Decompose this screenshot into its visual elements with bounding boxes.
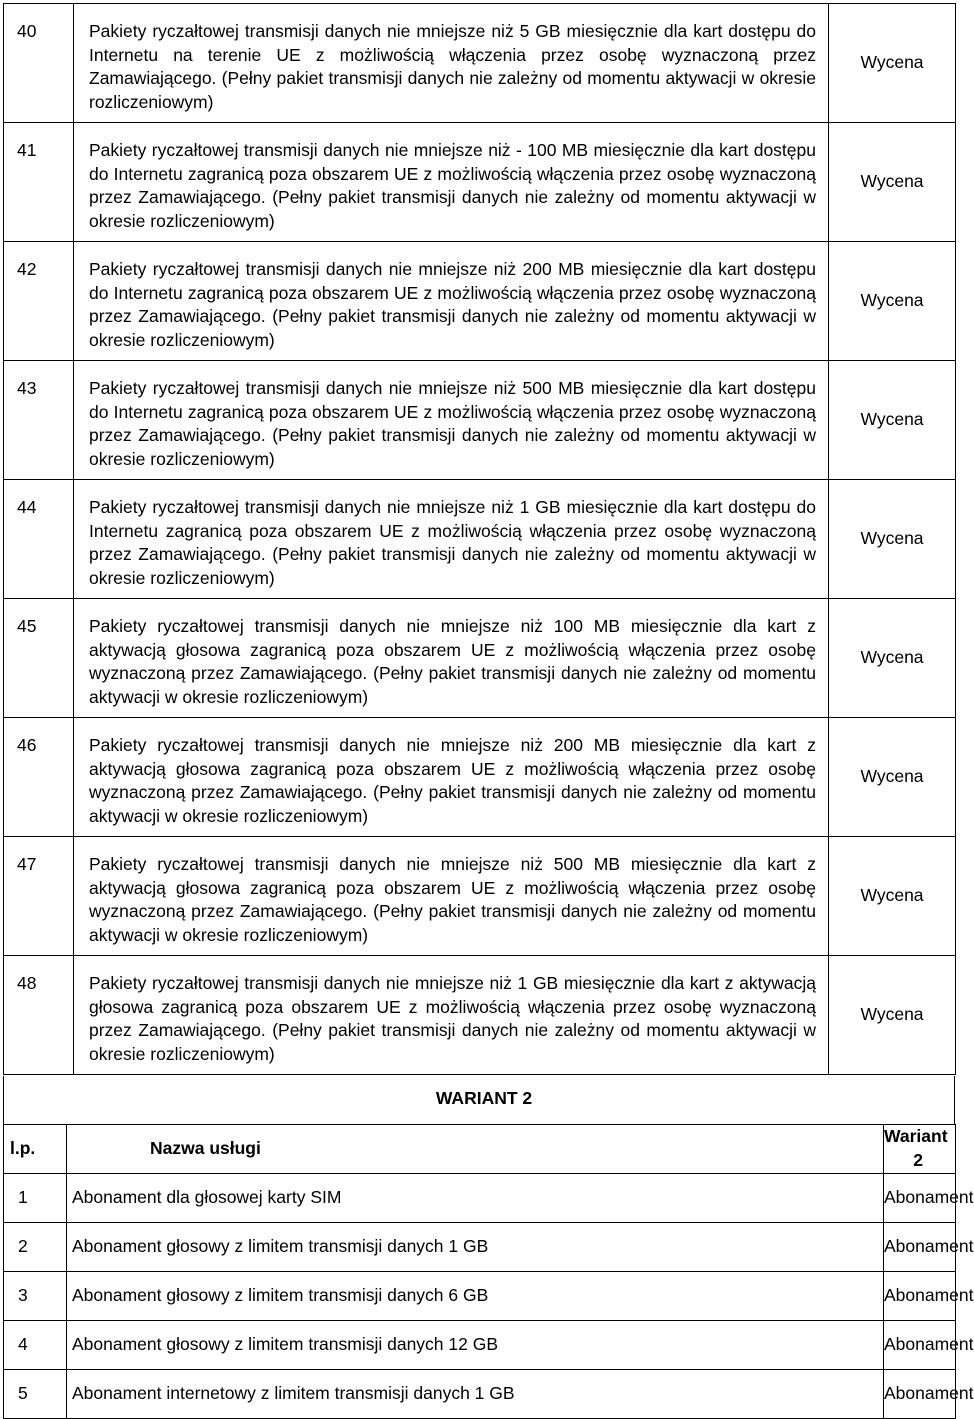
row-service-name: Abonament dla głosowej karty SIM [67,1174,884,1223]
row-value: Wycena [829,361,956,480]
row-value: Wycena [829,242,956,361]
row-service-name: Abonament głosowy z limitem transmisji danych 1 GB [67,1223,884,1272]
table-row [4,837,956,956]
table-row [4,361,956,480]
row-description: Pakiety ryczałtowej transmisji danych nie mniejsze niż 100 MB miesięcznie dla kart z aktywacją głosowa zagranicą poza obszarem UE z możliwością włączenia przez osobę wyznaczoną przez Zamawiającego. (Pełny pakiet transmisji danych nie zależny od momentu aktywacji w okresie rozliczeniowym) [74,599,829,718]
row-number: 5 [4,1370,67,1419]
row-number: 44 [4,480,74,599]
row-value: Wycena [829,123,956,242]
row-description: Pakiety ryczałtowej transmisji danych nie mniejsze niż - 100 MB miesięcznie dla kart dostępu do Internetu zagranicą poza obszarem UE z możliwością włączenia przez osobę wyznaczoną przez Zamawiającego. (Pełny pakiet transmisji danych nie zależny od momentu aktywacji w okresie rozliczeniowym) [74,123,829,242]
row-number: 48 [4,956,74,1075]
row-number: 1 [4,1174,67,1223]
header-variant: Wariant 2 [884,1125,956,1174]
row-value: Abonament [884,1272,956,1321]
table-row [4,718,956,837]
row-value: Wycena [829,718,956,837]
header-service-name: Nazwa usługi [67,1125,884,1174]
table-header-row [4,1125,956,1174]
row-value: Abonament [884,1174,956,1223]
table-row [4,1272,956,1321]
row-number: 40 [4,4,74,123]
row-service-name: Abonament internetowy z limitem transmisji danych 1 GB [67,1370,884,1419]
row-number: 47 [4,837,74,956]
row-value: Abonament [884,1321,956,1370]
row-number: 4 [4,1321,67,1370]
variant-2-table [3,1124,974,1419]
table-row [4,1174,956,1223]
row-value: Wycena [829,599,956,718]
table-row [4,4,956,123]
row-description: Pakiety ryczałtowej transmisji danych nie mniejsze niż 500 MB miesięcznie dla kart dostępu do Internetu zagranicą poza obszarem UE z możliwością włączenia przez osobę wyznaczoną przez Zamawiającego. (Pełny pakiet transmisji danych nie zależny od momentu aktywacji w okresie rozliczeniowym) [74,361,829,480]
row-value: Wycena [829,480,956,599]
table-row [4,480,956,599]
table-row [4,956,956,1075]
table-row [4,1370,956,1419]
row-service-name: Abonament głosowy z limitem transmisji danych 12 GB [67,1321,884,1370]
table-row [4,242,956,361]
section-title: WARIANT 2 [3,1076,955,1124]
table-row [4,599,956,718]
row-value: Wycena [829,4,956,123]
row-number: 46 [4,718,74,837]
row-service-name: Abonament głosowy z limitem transmisji danych 6 GB [67,1272,884,1321]
row-value: Wycena [829,837,956,956]
row-description: Pakiety ryczałtowej transmisji danych nie mniejsze niż 1 GB miesięcznie dla kart dostępu do Internetu zagranicą poza obszarem UE z możliwością włączenia przez osobę wyznaczoną przez Zamawiającego. (Pełny pakiet transmisji danych nie zależny od momentu aktywacji w okresie rozliczeniowym) [74,480,829,599]
row-description: Pakiety ryczałtowej transmisji danych nie mniejsze niż 1 GB miesięcznie dla kart z aktywacją głosowa zagranicą poza obszarem UE z możliwością włączenia przez osobę wyznaczoną przez Zamawiającego. (Pełny pakiet transmisji danych nie zależny od momentu aktywacji w okresie rozliczeniowym) [74,956,829,1075]
row-number: 2 [4,1223,67,1272]
row-number: 3 [4,1272,67,1321]
row-description: Pakiety ryczałtowej transmisji danych nie mniejsze niż 500 MB miesięcznie dla kart z aktywacją głosowa zagranicą poza obszarem UE z możliwością włączenia przez osobę wyznaczoną przez Zamawiającego. (Pełny pakiet transmisji danych nie zależny od momentu aktywacji w okresie rozliczeniowym) [74,837,829,956]
header-lp: l.p. [4,1125,67,1174]
row-description: Pakiety ryczałtowej transmisji danych nie mniejsze niż 5 GB miesięcznie dla kart dostępu do Internetu na terenie UE z możliwością włączenia przez osobę wyznaczoną przez Zamawiającego. (Pełny pakiet transmisji danych nie zależny od momentu aktywacji w okresie rozliczeniowym) [74,4,829,123]
row-description: Pakiety ryczałtowej transmisji danych nie mniejsze niż 200 MB miesięcznie dla kart dostępu do Internetu zagranicą poza obszarem UE z możliwością włączenia przez osobę wyznaczoną przez Zamawiającego. (Pełny pakiet transmisji danych nie zależny od momentu aktywacji w okresie rozliczeniowym) [74,242,829,361]
row-number: 43 [4,361,74,480]
row-number: 45 [4,599,74,718]
table-row [4,1321,956,1370]
table-row [4,1223,956,1272]
row-description: Pakiety ryczałtowej transmisji danych nie mniejsze niż 200 MB miesięcznie dla kart z aktywacją głosowa zagranicą poza obszarem UE z możliwością włączenia przez osobę wyznaczoną przez Zamawiającego. (Pełny pakiet transmisji danych nie zależny od momentu aktywacji w okresie rozliczeniowym) [74,718,829,837]
row-number: 42 [4,242,74,361]
row-number: 41 [4,123,74,242]
row-value: Wycena [829,956,956,1075]
table-row [4,123,956,242]
row-value: Abonament [884,1223,956,1272]
row-value: Abonament [884,1370,956,1419]
pricing-table-data-packages [3,3,956,1075]
